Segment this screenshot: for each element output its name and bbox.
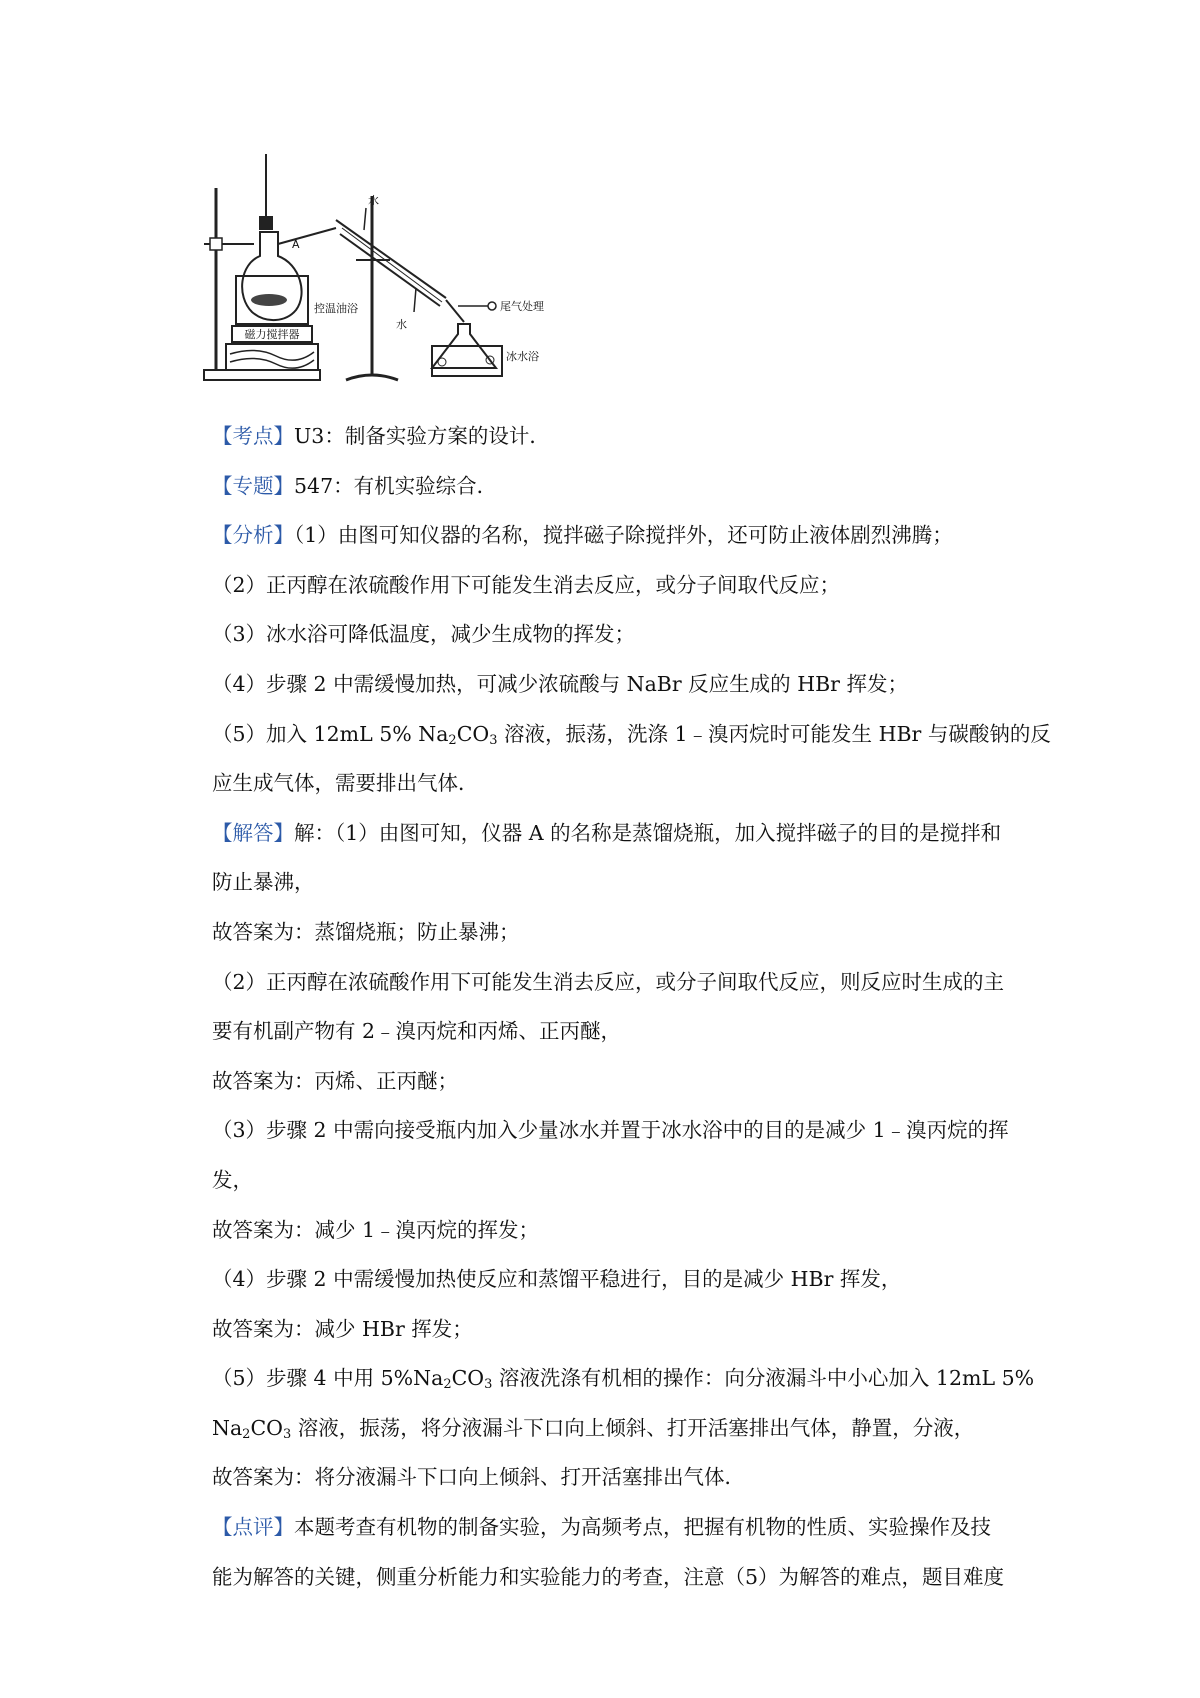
subscript: 2 (443, 1377, 452, 1393)
ice-bath-label: 冰水浴 (506, 350, 539, 363)
answer-line-9: 故答案为：减少 1﹣溴丙烷的挥发； (212, 1217, 540, 1242)
subscript: 3 (484, 1377, 493, 1393)
dianping-tag: 【点评】 (212, 1515, 294, 1540)
answer-line-10: （4）步骤 2 中需缓慢加热使反应和蒸馏平稳进行，目的是减少 HBr 挥发， (212, 1267, 902, 1292)
flask-label: A (292, 238, 300, 251)
subscript: 3 (282, 1426, 292, 1442)
answer-text-1: 解：（1）由图可知，仪器 A 的名称是蒸馏烧瓶，加入搅拌磁子的目的是搅拌和 (294, 820, 1002, 845)
kaodian-line (212, 412, 1032, 462)
analysis-line-6: 应生成气体，需要排出气体． (212, 771, 479, 796)
answer-line-4: （2）正丙醇在浓硫酸作用下可能发生消去反应，或分子间取代反应，则反应时生成的主 (212, 969, 1005, 994)
answer-text-13b: CO (250, 1415, 283, 1440)
answer-line-11: 故答案为：减少 HBr 挥发； (212, 1316, 473, 1341)
answer-line-1 (212, 809, 1032, 859)
kaodian-tag: 【考点】 (212, 424, 294, 448)
subscript: 3 (489, 732, 498, 748)
answer-text-12b: CO (451, 1366, 485, 1391)
answer-line-7: （3）步骤 2 中需向接受瓶内加入少量冰水并置于冰水浴中的目的是减少 1﹣溴丙烷的挥 (212, 1118, 1009, 1143)
solution-text (212, 412, 1051, 1602)
subscript: 2 (242, 1426, 251, 1442)
answer-line-8: 发， (212, 1167, 253, 1192)
subscript: 2 (448, 732, 457, 748)
analysis-text-1: （1）由图可知仪器的名称，搅拌磁子除搅拌外，还可防止液体剧烈沸腾； (294, 523, 953, 548)
analysis-text-5c: 溶液，振荡，洗涤 1﹣溴丙烷时可能发生 HBr 与碳酸钠的反 (497, 721, 1051, 746)
answer-line-12 (212, 1354, 1035, 1404)
analysis-line-4: （4）步骤 2 中需缓慢加热，可减少浓硫酸与 NaBr 反应生成的 HBr 挥发； (212, 671, 908, 696)
condenser (336, 220, 446, 298)
analysis-text-5a: （5）加入 12mL 5% Na (212, 721, 449, 746)
answer-text-13a: Na (212, 1415, 243, 1440)
comment-line-1 (212, 1503, 1032, 1553)
kaodian-text: U3：制备实验方案的设计． (294, 424, 550, 448)
answer-line-3: 故答案为：蒸馏烧瓶；防止暴沸； (212, 919, 520, 944)
tail-gas-label: 尾气处理 (500, 300, 544, 313)
answer-text-13c: 溶液，振荡，将分液漏斗下口向上倾斜、打开活塞排出气体，静置，分液， (291, 1415, 975, 1440)
answer-text-12c: 溶液洗涤有机相的操作：向分液漏斗中小心加入 12mL 5% (492, 1366, 1035, 1391)
oil-bath-label: 控温油浴 (314, 302, 358, 315)
apparatus-figure (196, 148, 596, 388)
zhuanti-tag: 【专题】 (212, 473, 294, 498)
analysis-line-3: （3）冰水浴可降低温度，减少生成物的挥发； (212, 622, 636, 647)
stand-base-left (204, 370, 320, 380)
answer-text-12a: （5）步骤 4 中用 5%Na (212, 1366, 444, 1391)
analysis-line-1 (212, 511, 1032, 561)
answer-line-13 (212, 1404, 1032, 1454)
answer-line-6: 故答案为：丙烯、正丙醚； (212, 1068, 458, 1093)
comment-text-1: 本题考查有机物的制备实验，为高频考点，把握有机物的性质、实验操作及技 (294, 1515, 991, 1540)
fenxi-tag: 【分析】 (212, 523, 294, 548)
zhuanti-text: 547：有机实验综合． (294, 473, 498, 498)
jieda-tag: 【解答】 (212, 820, 294, 845)
water-out-label: 水 (396, 318, 407, 331)
comment-line-2: 能为解答的关键，侧重分析能力和实验能力的考查，注意（5）为解答的难点，题目难度 (212, 1564, 1005, 1589)
analysis-text-5b: CO (456, 721, 490, 746)
analysis-line-5 (212, 710, 1051, 760)
stirrer-label: 磁力搅拌器 (244, 328, 300, 341)
analysis-line-2: （2）正丙醇在浓硫酸作用下可能发生消去反应，或分子间取代反应； (212, 572, 841, 597)
answer-line-14: 故答案为：将分液漏斗下口向上倾斜、打开活塞排出气体． (212, 1465, 745, 1490)
water-in-label: 水 (368, 194, 379, 207)
answer-line-2: 防止暴沸， (212, 870, 315, 895)
apparatus-drawing (196, 148, 596, 388)
zhuanti-line (212, 462, 1032, 512)
answer-line-5: 要有机副产物有 2﹣溴丙烷和丙烯、正丙醚， (212, 1019, 622, 1044)
